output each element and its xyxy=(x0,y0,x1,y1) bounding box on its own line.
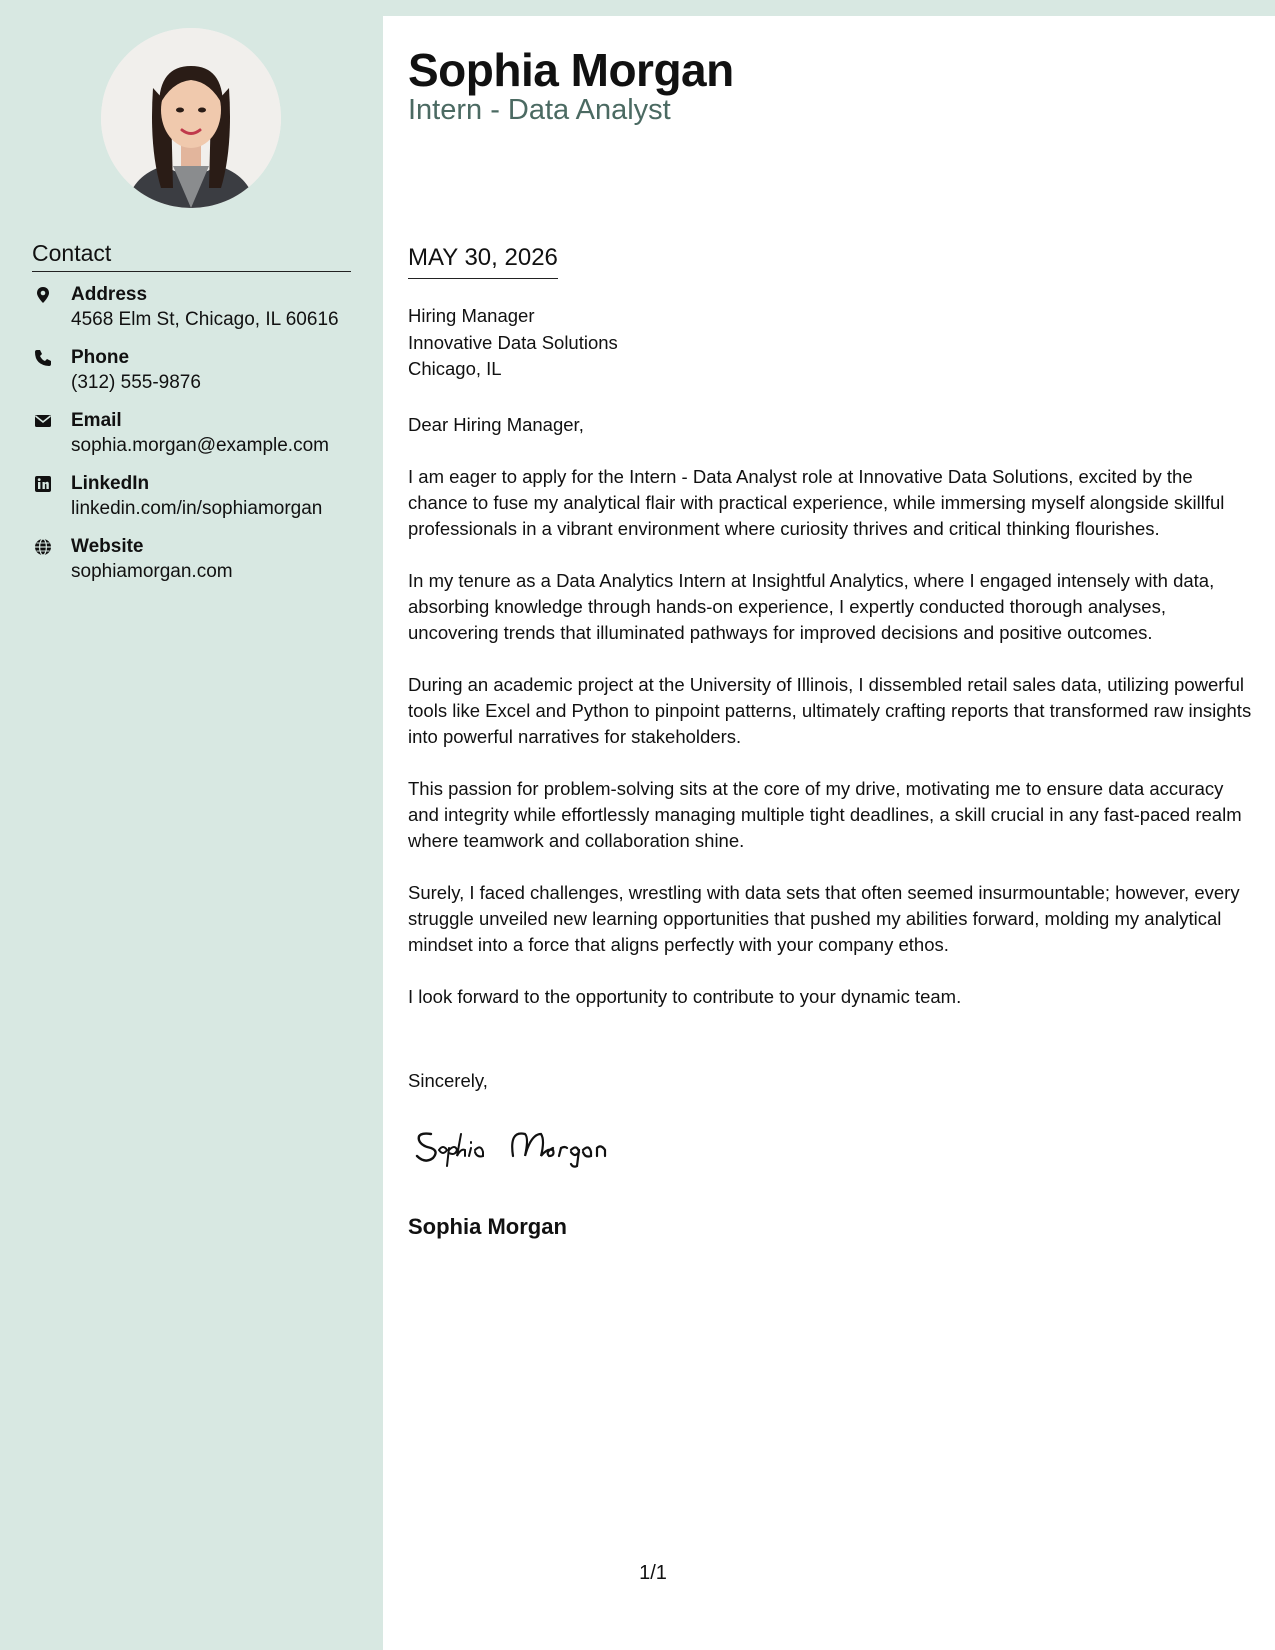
paragraph: I look forward to the opportunity to contribute to your dynamic team. xyxy=(408,986,962,1007)
recipient-line: Chicago, IL xyxy=(408,358,502,379)
contact-value: 4568 Elm St, Chicago, IL 60616 xyxy=(71,309,339,330)
contact-label: Website xyxy=(71,536,144,557)
contact-value: sophiamorgan.com xyxy=(71,561,233,582)
paragraph: During an academic project at the University of Illinois, I dissembled retail sales data, utilizing powerful tools like Excel and Python to pinpoint patterns, ultimately crafting reports that transformed raw insights into powerful narratives for stakeholders. xyxy=(408,674,1252,747)
closing: Sincerely, xyxy=(408,1070,488,1091)
profile-photo xyxy=(101,28,281,208)
phone-icon xyxy=(34,349,52,367)
contact-label: Email xyxy=(71,410,122,431)
applicant-role: Intern - Data Analyst xyxy=(408,94,671,126)
applicant-name: Sophia Morgan xyxy=(408,44,734,96)
salutation: Dear Hiring Manager, xyxy=(408,414,584,435)
contact-linkedin xyxy=(32,473,362,536)
letter-body xyxy=(408,412,1253,1036)
portrait-illustration xyxy=(101,28,281,208)
contact-value: sophia.morgan@example.com xyxy=(71,435,329,456)
recipient-line: Innovative Data Solutions xyxy=(408,331,618,353)
map-pin-icon xyxy=(34,286,52,304)
contact-heading: Contact xyxy=(32,240,351,272)
contact-website xyxy=(32,536,362,599)
envelope-icon xyxy=(34,412,52,430)
sidebar xyxy=(0,0,383,1650)
recipient-block xyxy=(408,303,618,383)
paragraph: In my tenure as a Data Analytics Intern at Insightful Analytics, where I engaged intensely with data, absorbing knowledge through hands-on experience, I expertly conducted thorough analyses, uncovering trends that illuminated pathways for improved decisions and positive outcomes. xyxy=(408,570,1215,643)
letter-date: MAY 30, 2026 xyxy=(408,244,558,279)
paragraph: Surely, I faced challenges, wrestling with data sets that often seemed insurmountable; however, every struggle unveiled new learning opportunities that pushed my abilities forward, molding my analytical mindset into a force that aligns perfectly with your company ethos. xyxy=(408,882,1240,955)
linkedin-icon xyxy=(34,475,52,493)
contact-label: LinkedIn xyxy=(71,473,150,494)
contact-label: Phone xyxy=(71,347,130,368)
handwritten-signature xyxy=(413,1120,663,1170)
recipient-line: Hiring Manager xyxy=(408,305,535,326)
signer-name: Sophia Morgan xyxy=(408,1214,567,1239)
contact-phone xyxy=(32,347,362,410)
contact-email xyxy=(32,410,362,473)
contact-address xyxy=(32,284,362,347)
letter-panel xyxy=(383,16,1275,1650)
contact-value: linkedin.com/in/sophiamorgan xyxy=(71,498,323,519)
paragraph: I am eager to apply for the Intern - Data Analyst role at Innovative Data Solutions, excited by the chance to fuse my analytical flair with practical experience, while immersing myself alongside skillful professionals in a vibrant environment where curiosity thrives and critical thinking flourishes. xyxy=(408,466,1225,539)
contact-value: (312) 555-9876 xyxy=(71,372,201,393)
paragraph: This passion for problem-solving sits at the core of my drive, motivating me to ensure data accuracy and integrity while effortlessly managing multiple tight deadlines, a skill crucial in any fast-paced realm where teamwork and collaboration shine. xyxy=(408,778,1242,851)
globe-icon xyxy=(34,538,52,556)
contact-list xyxy=(32,284,362,599)
contact-label: Address xyxy=(71,284,148,305)
page-number: 1/1 xyxy=(639,1562,667,1584)
